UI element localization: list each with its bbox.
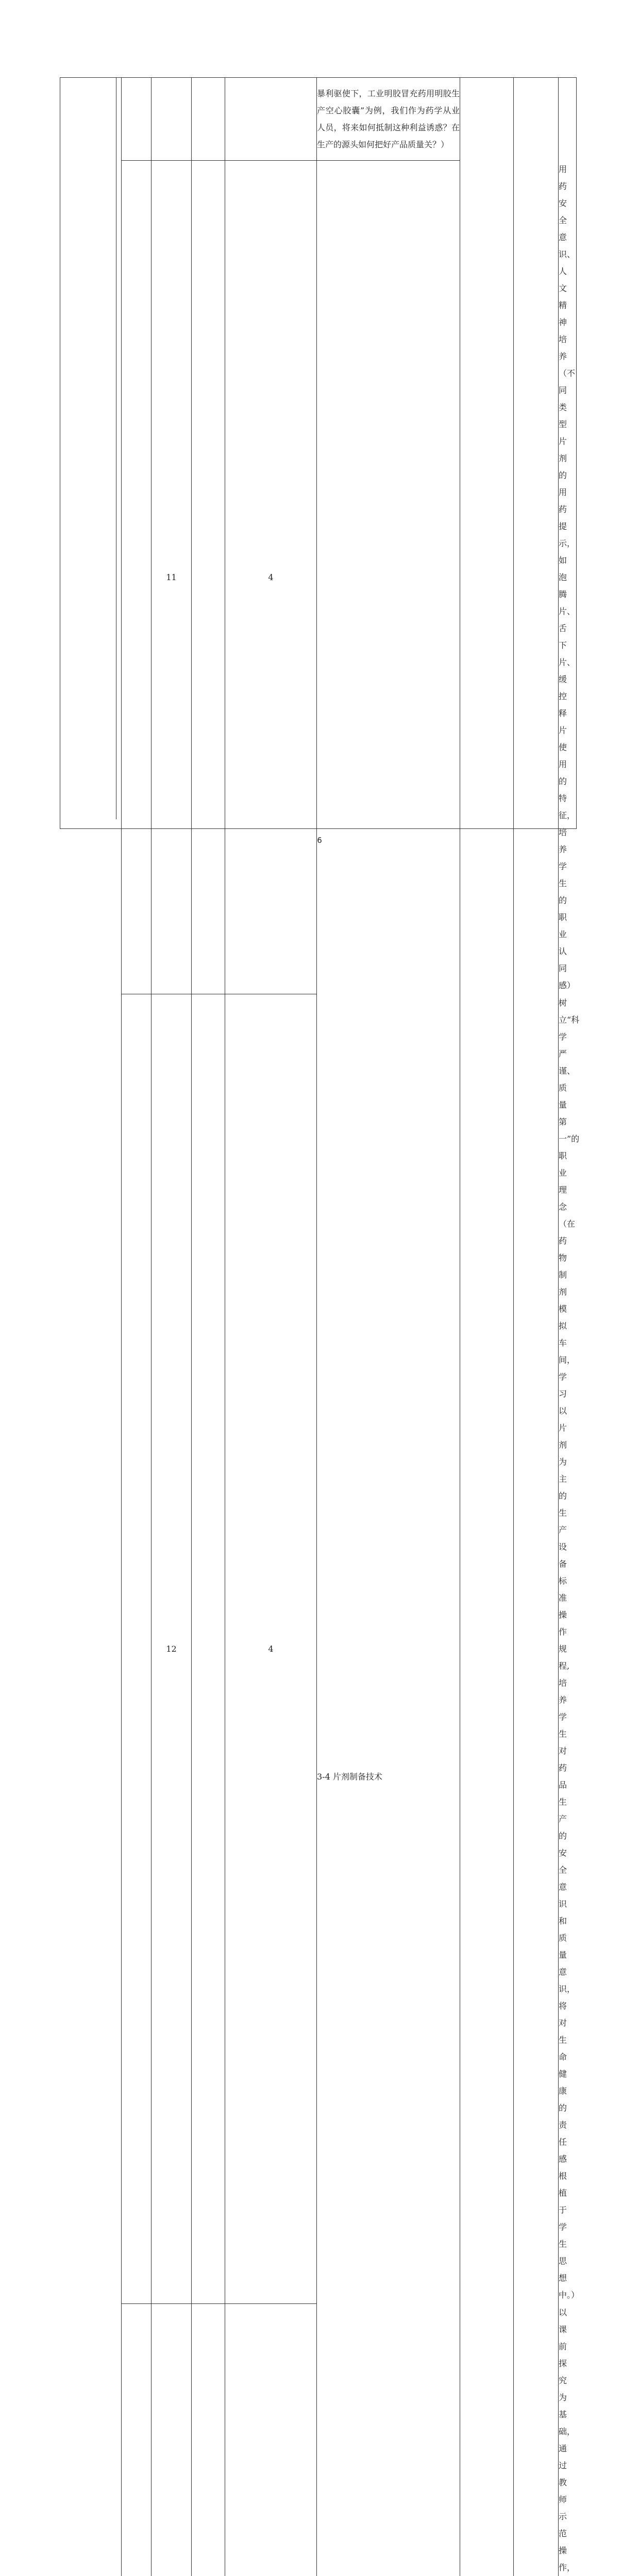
week-cell: 12 — [152, 994, 192, 2304]
merged-topic-cell: 3-4 片剂制备技术 — [317, 161, 460, 2576]
page-number: 6 — [0, 836, 639, 845]
hours-cell: 4 — [225, 161, 317, 994]
description-cell: 暴利驱使下，工业明胶冒充药用明胶生产空心胶囊”为例，我们作为药学从业人员，将来如何抵制这种利益诱惑？在生产的源头如何把好产品质量关？） — [317, 78, 460, 161]
table-row — [122, 78, 559, 161]
topic-cell — [225, 78, 317, 161]
blank-cell — [122, 2304, 152, 2576]
table-row: 以课前探究为基础，通过教师示范操作， — [122, 2304, 559, 2576]
blank-cell — [192, 994, 225, 2304]
table-row: 11 4 3-4 片剂制备技术 用药安全意识、人文精神培养（不同类型片剂的用药提示，如泡腾片、舌下片、缓控释片使用的特征，培养学生的职业认同感） — [122, 161, 559, 994]
week-cell: 11 — [152, 161, 192, 994]
course-table — [121, 77, 559, 2576]
blank-cell — [192, 2304, 225, 2576]
table-row: 12 4 树立“科学严谨、质量第一”的职业理念（在药物制剂模拟车间，学习以片剂为主的生产设备标准操作规程,培养学生对药品生产的安全意识和质量意识，将对生命健康的责任感根植于学生思想中。） — [122, 994, 559, 2304]
blank-cell — [122, 161, 152, 994]
week-cell — [152, 2304, 192, 2576]
objective-cell — [460, 78, 514, 2576]
hours-cell: 4 — [225, 994, 317, 2304]
score-cell — [514, 78, 559, 2576]
blank-cell — [122, 994, 152, 2304]
hours-cell — [192, 78, 225, 161]
hours-cell — [225, 2304, 317, 2576]
blank-cell — [122, 78, 152, 161]
week-cell — [152, 78, 192, 161]
blank-cell — [192, 161, 225, 994]
